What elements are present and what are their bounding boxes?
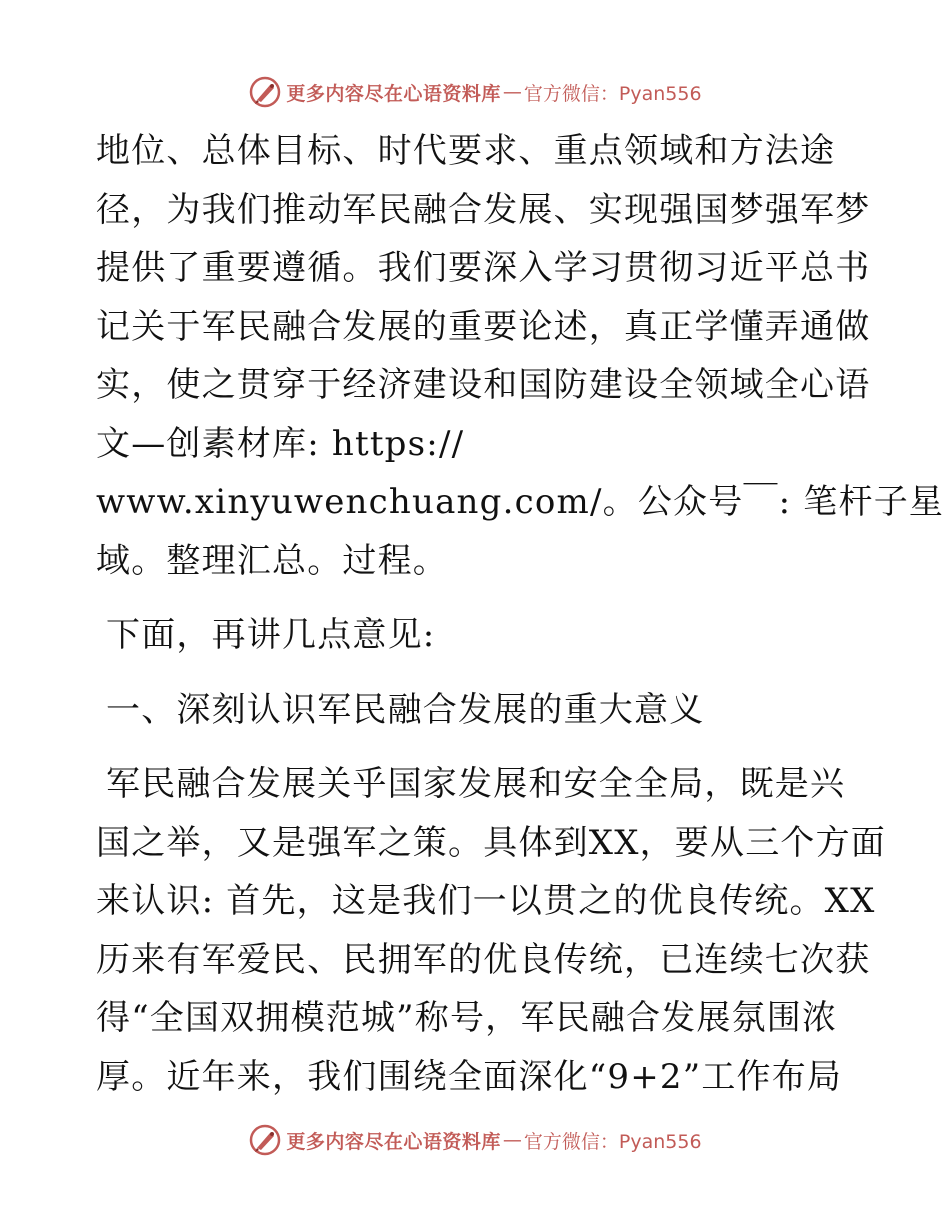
text-line: www.xinyuwenchuang.com/。公众号￣: 笔杆子星 xyxy=(96,482,945,522)
paragraph-continued xyxy=(96,122,945,590)
pen-circle-logo-icon xyxy=(248,75,282,109)
text-line: 提供了重要遵循。我们要深入学习贯彻习近平总书 xyxy=(96,248,871,288)
footer-watermark xyxy=(0,1120,950,1160)
text-line: 径，为我们推动军民融合发展、实现强国梦强军梦 xyxy=(96,189,871,230)
text-line: 实，使之贯穿于经济建设和国防建设全领域全心语 xyxy=(96,365,871,405)
intro-line: 下面，再讲几点意见: xyxy=(106,615,436,655)
text-line: 国之举，又是强军之策。具体到XX，要从三个方面 xyxy=(96,822,887,863)
watermark-text: 更多内容尽在心语资料库 xyxy=(286,82,501,105)
text-line: 历来有军爱民、民拥军的优良传统，已连续七次获 xyxy=(96,939,871,980)
text-line: 记关于军民融合发展的重要论述，真正学懂弄通做 xyxy=(96,306,871,347)
watermark-dash: — xyxy=(502,1129,522,1151)
text-line: 军民融合发展关乎国家发展和安全全局，既是兴 xyxy=(106,764,846,804)
text-line: 文—创素材库: https:// xyxy=(96,423,465,464)
pen-circle-logo-icon xyxy=(248,1123,282,1157)
text-line: 域。整理汇总。过程。 xyxy=(96,540,448,581)
text-line: 厚。近年来，我们围绕全面深化“9+2”工作布局 xyxy=(96,1056,843,1097)
watermark-dash: — xyxy=(502,81,522,103)
text-line: 地位、总体目标、时代要求、重点领域和方法途 xyxy=(96,131,836,171)
text-line: 得“全国双拥模范城”称号，军民融合发展氛围浓 xyxy=(96,998,838,1038)
watermark-text: 更多内容尽在心语资料库 xyxy=(286,1130,501,1153)
watermark-wechat: 官方微信：Pyan556 xyxy=(523,1130,702,1153)
header-watermark xyxy=(0,72,950,112)
document-body xyxy=(96,122,945,1106)
paragraph-significance xyxy=(96,755,887,1106)
section-heading: 一、深刻认识军民融合发展的重大意义 xyxy=(106,689,705,730)
watermark-wechat: 官方微信：Pyan556 xyxy=(523,82,702,105)
text-line: 来认识: 首先，这是我们一以贯之的优良传统。XX xyxy=(96,881,876,921)
